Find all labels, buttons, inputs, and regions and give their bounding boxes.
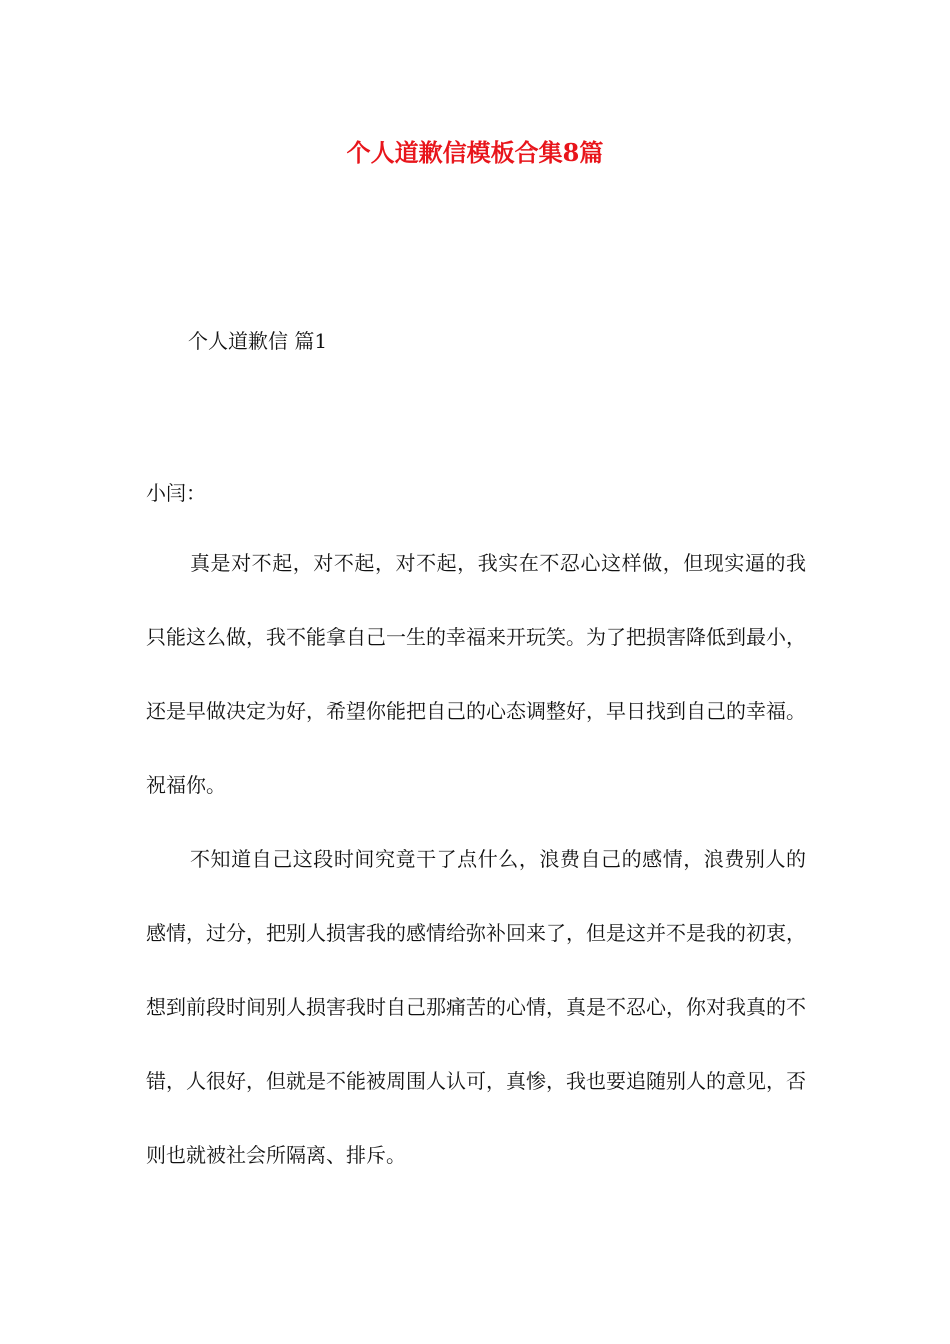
section-heading: 个人道歉信 篇1 — [188, 329, 328, 353]
letter-paragraph: 真是对不起，对不起，对不起，我实在不忍心这样做，但现实逼的我只能这么做，我不能拿自己一生的幸福来开玩笑。为了把损害降低到最小，还是早做决定为好，希望你能把自己的心态调整好，早日找到自己的幸福。祝福你。 — [146, 551, 806, 797]
letter-paragraph: 不知道自己这段时间究竟干了点什么，浪费自己的感情，浪费别人的感情，过分，把别人损害我的感情给弥补回来了，但是这并不是我的初衷，想到前段时间别人损害我时自己那痛苦的心情，真是不忍心，你对我真的不错，人很好，但就是不能被周围人认可，真惨，我也要追随别人的意见，否则也就被社会所隔离、排斥。 — [146, 847, 806, 1167]
document-title: 个人道歉信模板合集8篇 — [346, 138, 604, 167]
letter-salutation: 小闫： — [146, 481, 206, 505]
